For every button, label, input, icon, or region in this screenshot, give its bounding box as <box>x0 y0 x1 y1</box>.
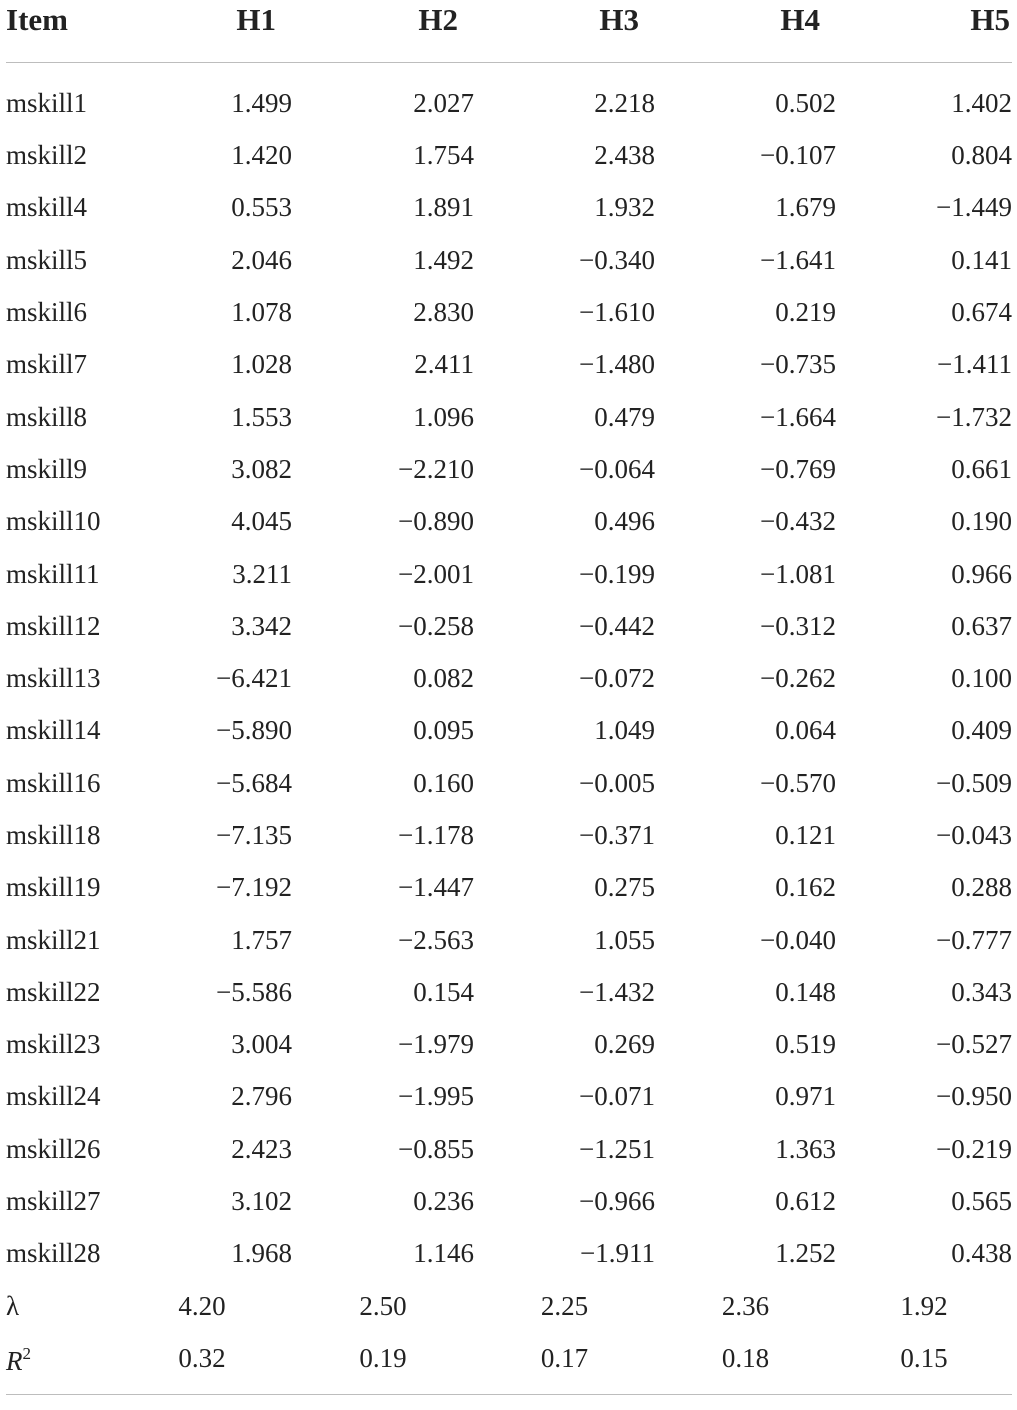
loading-cell-h3: −0.071 <box>579 1081 655 1112</box>
loading-cell-h2: −1.979 <box>398 1029 474 1060</box>
r-squared-value-h5: 0.15 <box>836 1332 1012 1395</box>
loading-cell-h4: 0.519 <box>775 1029 836 1060</box>
loading-cell-h1: −5.890 <box>216 715 292 746</box>
loading-cell-h1: 3.342 <box>231 610 292 641</box>
item-name-cell: mskill12 <box>6 610 101 641</box>
item-name-cell: mskill21 <box>6 924 101 955</box>
loading-cell-h3: −1.911 <box>580 1238 655 1269</box>
loading-cell-h3: −0.005 <box>579 767 655 798</box>
loading-cell-h5: 0.409 <box>951 715 1012 746</box>
loading-cell-h5: −1.449 <box>936 192 1012 223</box>
loading-cell-h2: −0.258 <box>398 610 474 641</box>
loading-cell-h5: −0.509 <box>936 767 1012 798</box>
loading-cell-h3: 0.269 <box>594 1029 655 1060</box>
loading-cell-h4: 0.162 <box>775 872 836 903</box>
table-row <box>6 234 1012 286</box>
item-name-cell: mskill16 <box>6 767 101 798</box>
loading-cell-h1: 3.102 <box>231 1186 292 1217</box>
loading-cell-h5: 0.565 <box>951 1186 1012 1217</box>
r-squared-value-h2: 0.19 <box>292 1332 474 1395</box>
loading-cell-h5: −0.777 <box>936 924 1012 955</box>
loading-cell-h2: 2.027 <box>413 88 474 118</box>
loading-cell-h2: 1.891 <box>413 192 474 223</box>
loading-cell-h4: −0.262 <box>760 663 836 694</box>
loading-cell-h3: 0.479 <box>594 401 655 432</box>
loading-cell-h4: −0.432 <box>760 506 836 537</box>
loading-cell-h5: 0.438 <box>951 1238 1012 1269</box>
loading-cell-h2: −2.210 <box>398 453 474 484</box>
column-header-label: H5 <box>970 2 1010 37</box>
loading-cell-h1: 1.968 <box>231 1238 292 1269</box>
loading-cell-h2: −2.563 <box>398 924 474 955</box>
loading-cell-h2: 1.146 <box>413 1238 474 1269</box>
item-name-cell: mskill10 <box>6 506 101 537</box>
loading-cell-h1: 1.499 <box>231 88 292 118</box>
loading-cell-h5: 0.674 <box>951 297 1012 328</box>
table-row <box>6 181 1012 233</box>
loading-cell-h2: 1.492 <box>413 244 474 275</box>
table-row <box>6 1070 1012 1122</box>
item-name-cell: mskill22 <box>6 976 101 1007</box>
loading-cell-h1: 1.420 <box>231 140 292 171</box>
loading-cell-h2: 0.082 <box>413 663 474 694</box>
table-row <box>6 1018 1012 1070</box>
loading-cell-h3: 1.932 <box>594 192 655 223</box>
table-row <box>6 1227 1012 1279</box>
table-row <box>6 809 1012 861</box>
loading-cell-h1: −6.421 <box>216 663 292 694</box>
table-row <box>6 286 1012 338</box>
loading-cell-h4: 0.148 <box>775 976 836 1007</box>
item-name-cell: mskill19 <box>6 872 101 903</box>
loading-cell-h3: −1.480 <box>579 349 655 380</box>
r-squared-row <box>6 1332 1012 1395</box>
loading-cell-h1: 2.046 <box>231 244 292 275</box>
loading-cell-h2: 1.096 <box>413 401 474 432</box>
item-name-cell: mskill24 <box>6 1081 101 1112</box>
loading-cell-h5: −1.411 <box>937 349 1012 380</box>
r-squared-value-h3: 0.17 <box>474 1332 655 1395</box>
loading-cell-h1: 1.553 <box>231 401 292 432</box>
loading-cell-h3: −1.610 <box>579 297 655 328</box>
loading-cell-h1: 2.796 <box>231 1081 292 1112</box>
loading-cell-h2: −0.890 <box>398 506 474 537</box>
loading-cell-h4: 0.121 <box>775 820 836 850</box>
loading-cell-h2: 2.411 <box>414 349 474 380</box>
loading-cell-h2: 0.095 <box>413 715 474 746</box>
column-header-h1 <box>112 0 292 63</box>
loading-cell-h2: −2.001 <box>398 558 474 589</box>
loading-cell-h3: −0.199 <box>579 558 655 589</box>
loading-cell-h5: 0.661 <box>951 453 1012 484</box>
loading-cell-h1: 3.004 <box>231 1029 292 1060</box>
loading-cell-h3: 1.049 <box>594 715 655 746</box>
table-row <box>6 547 1012 599</box>
item-name-cell: mskill23 <box>6 1029 101 1060</box>
column-header-label: H3 <box>599 2 639 37</box>
loading-cell-h4: −1.081 <box>760 558 836 589</box>
lambda-value-h1: 4.20 <box>178 1290 226 1321</box>
lambda-row <box>6 1280 1012 1332</box>
table-row <box>6 1175 1012 1227</box>
loading-cell-h1: 3.082 <box>231 453 292 484</box>
loading-cell-h4: −0.570 <box>760 767 836 798</box>
loading-cell-h3: 0.275 <box>594 872 655 903</box>
item-name-cell: mskill28 <box>6 1238 101 1269</box>
table-body <box>6 63 1012 1395</box>
loading-cell-h4: −0.107 <box>760 140 836 171</box>
item-name-cell: mskill11 <box>6 558 100 589</box>
table-header <box>6 0 1012 63</box>
item-name-cell: mskill26 <box>6 1133 101 1164</box>
loading-cell-h4: −1.641 <box>760 244 836 275</box>
loading-cell-h1: −7.192 <box>216 872 292 903</box>
loading-cell-h4: 0.612 <box>775 1186 836 1217</box>
lambda-value-h5: 1.92 <box>900 1290 948 1321</box>
loading-cell-h2: −1.447 <box>398 872 474 903</box>
loading-cell-h2: 0.160 <box>413 767 474 798</box>
item-name-cell: mskill13 <box>6 663 101 694</box>
table-row <box>6 1123 1012 1175</box>
column-header-h4 <box>655 0 836 63</box>
loading-cell-h2: −0.855 <box>398 1133 474 1164</box>
lambda-value-h4: 2.36 <box>721 1290 770 1321</box>
loading-cell-h5: 0.343 <box>951 976 1012 1007</box>
item-name-cell: mskill9 <box>6 453 88 484</box>
loading-cell-h3: −0.340 <box>579 244 655 275</box>
table-row <box>6 861 1012 913</box>
loading-cell-h1: 1.078 <box>231 297 292 328</box>
loading-cell-h5: −0.950 <box>936 1081 1012 1112</box>
loading-cell-h4: −0.040 <box>760 924 836 955</box>
item-name-cell: mskill2 <box>6 140 88 171</box>
loading-cell-h3: −1.432 <box>579 976 655 1007</box>
loading-cell-h3: 0.496 <box>594 506 655 537</box>
loading-cell-h5: −1.732 <box>936 401 1012 432</box>
loading-cell-h1: −5.586 <box>216 976 292 1007</box>
loading-cell-h3: −0.442 <box>579 610 655 641</box>
loading-cell-h4: 0.219 <box>775 297 836 328</box>
loading-cell-h2: 0.236 <box>413 1186 474 1217</box>
loading-cell-h1: 4.045 <box>231 506 292 537</box>
loading-cell-h4: 0.064 <box>775 715 836 746</box>
loading-cell-h5: 0.804 <box>951 140 1012 171</box>
loading-cell-h1: 1.757 <box>231 924 292 955</box>
loading-cell-h3: −0.371 <box>579 820 655 850</box>
loading-cell-h2: 1.754 <box>413 140 474 171</box>
loading-cell-h2: −1.995 <box>398 1081 474 1112</box>
loading-cell-h5: 0.966 <box>951 558 1012 589</box>
loading-cell-h4: 0.502 <box>775 88 836 118</box>
item-name-cell: mskill8 <box>6 401 88 432</box>
loading-cell-h3: 1.055 <box>594 924 655 955</box>
loading-cell-h5: 0.288 <box>951 872 1012 903</box>
table-row <box>6 390 1012 442</box>
loading-cell-h3: 2.218 <box>594 88 655 118</box>
table-row <box>6 129 1012 181</box>
table-row <box>6 443 1012 495</box>
table-row <box>6 600 1012 652</box>
loading-cell-h5: 0.637 <box>951 610 1012 641</box>
loading-cell-h5: 0.100 <box>951 663 1012 694</box>
loading-cell-h3: −0.072 <box>579 663 655 694</box>
item-name-cell: mskill7 <box>6 349 88 380</box>
header-row <box>6 0 1012 63</box>
table-row <box>6 966 1012 1018</box>
loading-cell-h1: −5.684 <box>216 767 292 798</box>
column-header-h5 <box>836 0 1012 63</box>
r-squared-symbol: R <box>6 1346 23 1377</box>
r-squared-label <box>6 1332 112 1395</box>
table-row <box>6 338 1012 390</box>
loading-cell-h1: −7.135 <box>216 820 292 850</box>
loading-cell-h2: 2.830 <box>413 297 474 328</box>
column-header-h3 <box>474 0 655 63</box>
loading-cell-h5: −0.219 <box>936 1133 1012 1164</box>
loading-cell-h5: −0.527 <box>936 1029 1012 1060</box>
table-row <box>6 757 1012 809</box>
item-name-cell: mskill1 <box>6 88 88 118</box>
loading-cell-h4: 1.363 <box>775 1133 836 1164</box>
loading-cell-h1: 2.423 <box>231 1133 292 1164</box>
lambda-value-h3: 2.25 <box>540 1290 589 1321</box>
column-header-item: Item <box>6 0 112 63</box>
loading-cell-h5: 0.141 <box>951 244 1012 275</box>
loading-cell-h4: 1.679 <box>775 192 836 223</box>
loading-cell-h4: −0.735 <box>760 349 836 380</box>
column-header-label: H1 <box>236 2 276 37</box>
item-name-cell: mskill5 <box>6 244 88 275</box>
item-name-cell: mskill14 <box>6 715 101 746</box>
loading-cell-h3: −0.064 <box>579 453 655 484</box>
item-name-cell: mskill4 <box>6 192 88 223</box>
loading-cell-h3: −1.251 <box>579 1133 655 1164</box>
loading-cell-h2: −1.178 <box>398 820 474 850</box>
table-row <box>6 704 1012 756</box>
column-header-label: H4 <box>780 2 820 37</box>
loading-cell-h4: 1.252 <box>775 1238 836 1269</box>
r-squared-exponent: 2 <box>22 1344 31 1364</box>
loading-cell-h4: −1.664 <box>760 401 836 432</box>
table-row <box>6 495 1012 547</box>
loading-cell-h5: −0.043 <box>936 820 1012 850</box>
loading-cell-h5: 1.402 <box>951 88 1012 118</box>
r-squared-value-h4: 0.18 <box>655 1332 836 1395</box>
loading-cell-h3: 2.438 <box>594 140 655 171</box>
loading-cell-h5: 0.190 <box>951 506 1012 537</box>
loading-cell-h4: 0.971 <box>775 1081 836 1112</box>
loading-cell-h4: −0.769 <box>760 453 836 484</box>
lambda-label: λ <box>6 1290 20 1321</box>
loading-cell-h3: −0.966 <box>579 1186 655 1217</box>
item-name-cell: mskill6 <box>6 297 88 328</box>
item-name-cell: mskill18 <box>6 820 101 850</box>
loading-cell-h4: −0.312 <box>760 610 836 641</box>
column-header-h2 <box>292 0 474 63</box>
item-name-cell: mskill27 <box>6 1186 101 1217</box>
loading-cell-h2: 0.154 <box>413 976 474 1007</box>
loading-cell-h1: 1.028 <box>231 349 292 380</box>
r-squared-value-h1: 0.32 <box>112 1332 292 1395</box>
loading-cell-h1: 0.553 <box>231 192 292 223</box>
column-header-label: H2 <box>418 2 458 37</box>
table-row <box>6 63 1012 130</box>
loadings-table <box>6 0 1012 1395</box>
lambda-value-h2: 2.50 <box>359 1290 407 1321</box>
loading-cell-h1: 3.211 <box>232 558 292 589</box>
table-row <box>6 652 1012 704</box>
table-row <box>6 913 1012 965</box>
